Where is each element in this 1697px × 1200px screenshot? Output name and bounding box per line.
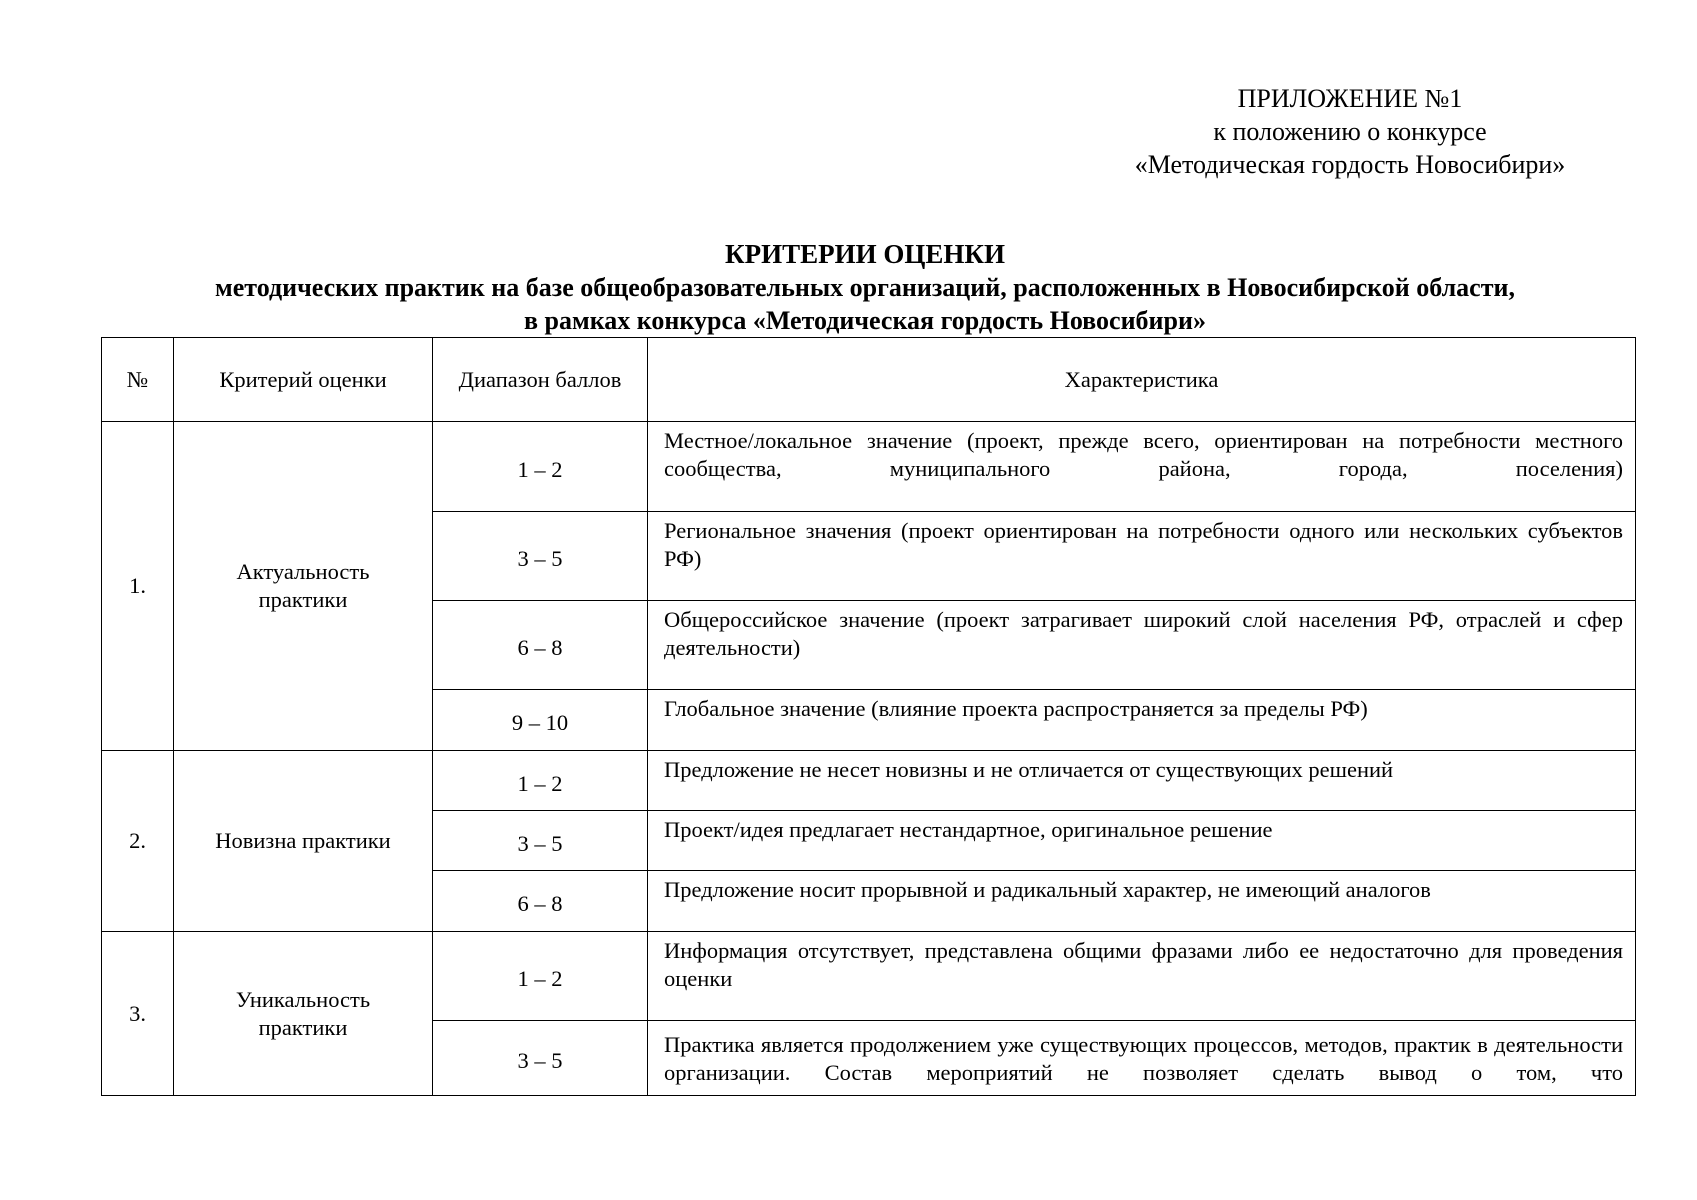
document-subtitle: методических практик на базе общеобразовательных организаций, расположенных в Новосибирской области, bbox=[215, 273, 1515, 302]
score-description: Практика является продолжением уже существующих процессов, методов, практик в деятельности организации. Состав мероприятий не позволяет сделать вывод о том, что bbox=[648, 1021, 1636, 1096]
score-description: Глобальное значение (влияние проекта распространяется за пределы РФ) bbox=[648, 690, 1636, 751]
score-description: Местное/локальное значение (проект, прежде всего, ориентирован на потребности местного сообщества, муниципального района, города, поселения) bbox=[648, 422, 1636, 512]
criteria-table bbox=[101, 337, 1636, 1096]
score-description: Региональное значения (проект ориентирован на потребности одного или нескольких субъектов РФ) bbox=[648, 512, 1636, 601]
score-range: 3 – 5 bbox=[433, 811, 648, 871]
annex-reference: к положению о конкурсе bbox=[1213, 117, 1487, 146]
score-range: 1 – 2 bbox=[433, 932, 648, 1021]
header-criterion: Критерий оценки bbox=[174, 338, 433, 422]
score-description: Предложение носит прорывной и радикальный характер, не имеющий аналогов bbox=[648, 871, 1636, 932]
score-description: Общероссийское значение (проект затрагивает широкий слой населения РФ, отраслей и сфер деятельности) bbox=[648, 601, 1636, 690]
document-subtitle-contest: в рамках конкурса «Методическая гордость Новосибири» bbox=[524, 306, 1206, 335]
criterion-name: Актуальность практики bbox=[174, 422, 433, 751]
criterion-name: Новизна практики bbox=[174, 751, 433, 932]
score-description: Предложение не несет новизны и не отличается от существующих решений bbox=[648, 751, 1636, 811]
annex-number: ПРИЛОЖЕНИЕ №1 bbox=[1237, 84, 1463, 113]
criterion-number: 3. bbox=[102, 932, 174, 1096]
document-heading bbox=[100, 238, 1630, 337]
criterion-number: 1. bbox=[102, 422, 174, 751]
criterion-number: 2. bbox=[102, 751, 174, 932]
score-description: Проект/идея предлагает нестандартное, оригинальное решение bbox=[648, 811, 1636, 871]
score-range: 6 – 8 bbox=[433, 601, 648, 690]
table-row bbox=[102, 751, 1636, 811]
header-range: Диапазон баллов bbox=[433, 338, 648, 422]
table-row bbox=[102, 932, 1636, 1021]
score-range: 1 – 2 bbox=[433, 751, 648, 811]
criterion-name: Уникальность практики bbox=[174, 932, 433, 1096]
score-range: 1 – 2 bbox=[433, 422, 648, 512]
annex-header bbox=[1080, 82, 1620, 181]
score-range: 3 – 5 bbox=[433, 512, 648, 601]
annex-contest-name: «Методическая гордость Новосибири» bbox=[1134, 150, 1566, 179]
score-range: 3 – 5 bbox=[433, 1021, 648, 1096]
table-header-row bbox=[102, 338, 1636, 422]
document-title: КРИТЕРИИ ОЦЕНКИ bbox=[725, 239, 1005, 269]
score-description: Информация отсутствует, представлена общими фразами либо ее недостаточно для проведения оценки bbox=[648, 932, 1636, 1021]
table-row bbox=[102, 422, 1636, 512]
score-range: 6 – 8 bbox=[433, 871, 648, 932]
header-description: Характеристика bbox=[648, 338, 1636, 422]
score-range: 9 – 10 bbox=[433, 690, 648, 751]
header-number: № bbox=[102, 338, 174, 422]
